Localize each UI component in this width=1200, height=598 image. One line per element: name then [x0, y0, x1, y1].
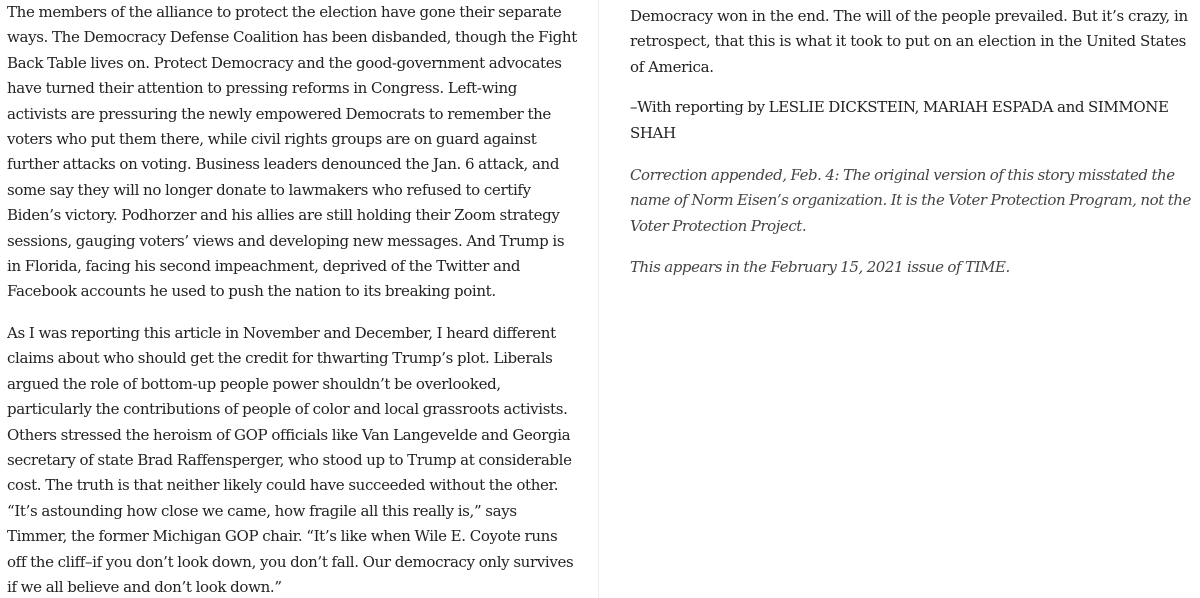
issue-note: This appears in the February 15, 2021 issue of TIME. — [630, 258, 1010, 277]
article-left-column — [7, 0, 579, 598]
article-right-column — [630, 4, 1195, 281]
paragraph-spacer — [7, 305, 579, 321]
article-paragraph-credit-debate: As I was reporting this article in November and December, I heard different claims about who should get the credit for thwarting Trump’s plot. Liberals argued the role of bottom-up people power shouldn’t be overlooked, particularly the contributions of people of color and local grassroots activists. Others stressed the heroism of GOP officials like Van Langevelde and Georgia secretary of state Brad Raffensperger, who stood up to Trump at considerable cost. The truth is that neither likely could have succeeded without the other. “It’s astounding how close we came, how fragile all this really is,” says Timmer, the former Michigan GOP chair. “It’s like when Wile E. Coyote runs off the cliff–if you don’t look down, you don’t fall. Our democracy only survives if we all believe and don’t look down.” — [7, 323, 574, 596]
column-divider — [598, 0, 599, 598]
correction-note: Correction appended, Feb. 4: The original version of this story misstated the name of Norm Eisen’s organization. It is the Voter Protection Program, not the Voter Protection Project. — [630, 166, 1191, 235]
reporting-credit: –With reporting by LESLIE DICKSTEIN, MARIAH ESPADA and SIMMONE SHAH — [630, 98, 1169, 142]
article-paragraph-aftermath: The members of the alliance to protect the election have gone their separate ways. The Democracy Defense Coalition has been disbanded, though the Fight Back Table lives on. Protect Democracy and the good-government advocates have turned their attention to pressing reforms in Congress. Left-wing activists are pressuring the newly empowered Democrats to remember the voters who put them there, while civil rights groups are on guard against further attacks on voting. Business leaders denounced the Jan. 6 attack, and some say they will no longer donate to lawmakers who refused to certify Biden’s victory. Podhorzer and his allies are still holding their Zoom strategy sessions, gauging voters’ views and developing new messages. And Trump is in Florida, facing his second impeachment, deprived of the Twitter and Facebook accounts he used to push the nation to its breaking point. — [7, 3, 577, 301]
article-paragraph-closing: Democracy won in the end. The will of the people prevailed. But it’s crazy, in retrospect, that this is what it took to put on an election in the United States of America. — [630, 7, 1188, 76]
